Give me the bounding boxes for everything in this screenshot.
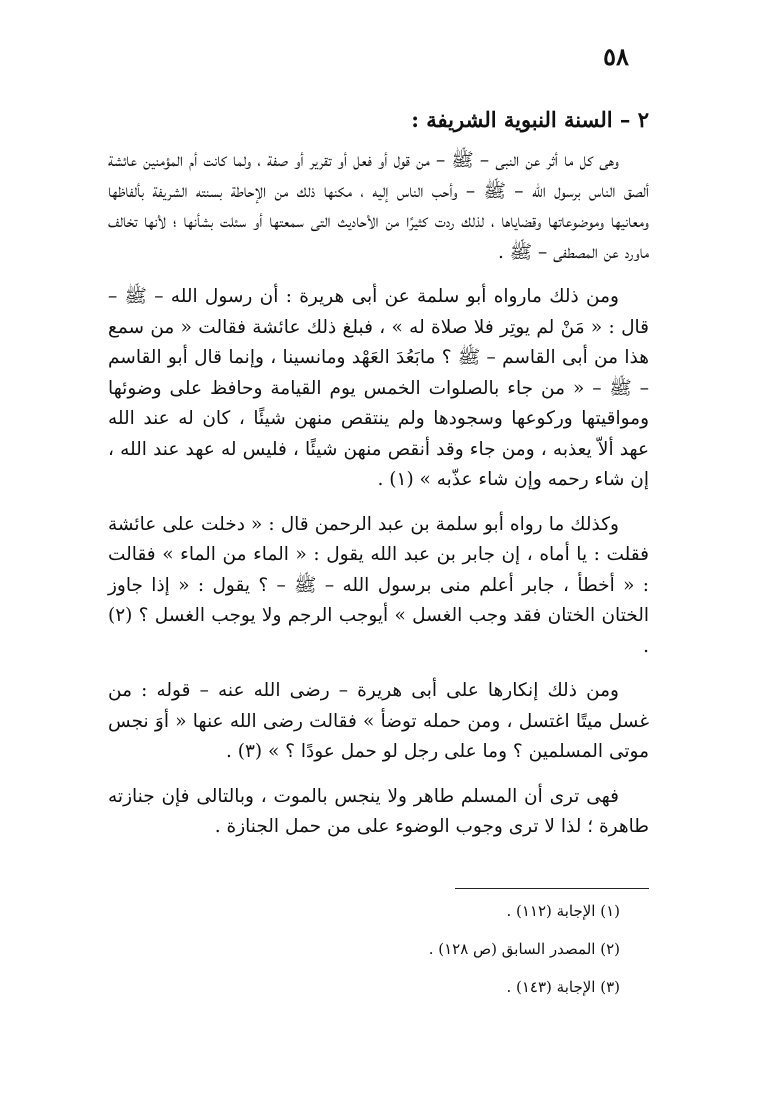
main-text	[108, 100, 649, 857]
paragraph-text: وهى كل ما أثر عن النبى – ﷺ – من قول أو فعل أو تقرير أو صفة ، ولما كانت أم المؤمنين عائشة ألصق الناس برسول الله – ﷺ – وأحب الناس إليه ، مكنها ذلك من الإحاطة بسنته الشريفة بألفاظها ومعانيها وموضوعاتها وقضاياها ، لذلك ردت كثيرًا من الأحاديث التى سمعتها أو سئلت بشأنها ؛ لأنها تخالف ماورد عن المصطفى – ﷺ .	[108, 150, 649, 263]
paragraph-conclusion	[108, 782, 649, 843]
footnote-1: (١) الإجابة (١١٢) .	[506, 902, 620, 920]
footnote-3: (٣) الإجابة (١٤٣) .	[506, 978, 620, 996]
paragraph-ghusl-hadith	[108, 510, 649, 663]
footnote-2: (٢) المصدر السابق (ص ١٢٨) .	[428, 940, 620, 958]
paragraph-text: فهى ترى أن المسلم طاهر ولا ينجس بالموت ، وبالتالى فإن جنازته طاهرة ؛ لذا لا ترى وجوب الوضوء على من حمل الجنازة .	[108, 785, 649, 837]
paragraph-witr-hadith	[108, 282, 649, 496]
paragraph-text: وكذلك ما رواه أبو سلمة بن عبد الرحمن قال : « دخلت على عائشة فقلت : يا أماه ، إن جابر بن عبد الله يقول : « الماء من الماء » فقالت : « أخطأ ، جابر أعلم منى برسول الله – ﷺ – ؟ يقول : « إذا جاوز الختان الختان فقد وجب الغسل » أيوجب الرجم ولا يوجب الغسل ؟ (٢) .	[108, 513, 649, 657]
paragraph-definition	[108, 146, 649, 268]
paragraph-text: ومن ذلك مارواه أبو سلمة عن أبى هريرة : أن رسول الله – ﷺ – قال : « مَنْ لم يوتِر فلا صلاة له » ، فبلغ ذلك عائشة فقالت « من سمع هذا من أبى القاسم – ﷺ ؟ مابَعُدَ العَهْد ومانسينا ، وإنما قال أبو القاسم – ﷺ – « من جاء بالصلوات الخمس يوم القيامة وحافظ على وضوئها ومواقيتها وركوعها وسجودها ولم ينتقص منهن شيئًا ، كان له عند الله عهد ألاّ يعذبه ، ومن جاء وقد أنقص منهن شيئًا ، فليس له عهد عند الله ، إن شاء رحمه وإن شاء عذّبه » (١) .	[108, 286, 649, 490]
paragraph-text: ومن ذلك إنكارها على أبى هريرة – رضى الله عنه – قوله : من غسل ميتًا اغتسل ، ومن حمله توضأ » فقالت رضى الله عنها « أوَ نجس موتى المسلمين ؟ وما على رجل لو حمل عودًا ؟ » (٣) .	[108, 680, 649, 762]
paragraph-funeral-hadith	[108, 676, 649, 768]
section-title: ٢ – السنة النبوية الشريفة :	[411, 107, 649, 132]
page-number: ٥٨	[603, 42, 629, 71]
footnote-divider	[455, 888, 649, 889]
footnotes	[300, 900, 620, 1014]
